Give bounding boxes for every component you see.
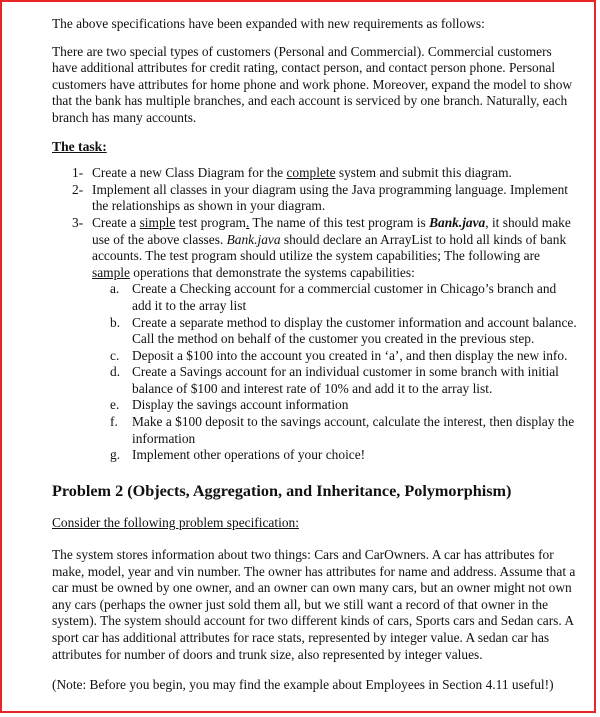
document-content <box>52 16 577 694</box>
sub-item-text: Make a $100 deposit to the savings account, calculate the interest, then display the information <box>132 414 575 446</box>
task-item-1 <box>52 165 577 182</box>
sub-item-letter: c. <box>110 347 120 363</box>
sub-item-text: Implement other operations of your choice! <box>132 447 366 463</box>
task-heading: The task: <box>52 138 107 154</box>
underlined-text: simple <box>139 214 176 230</box>
underlined-text: complete <box>286 165 336 181</box>
sub-item <box>104 315 577 348</box>
sub-item <box>104 281 577 314</box>
underlined-text: sample <box>92 264 130 280</box>
sub-item-text: Create a Checking account for a commercial customer in Chicago’s branch and add it to the array list <box>132 281 557 313</box>
sub-item-text: Create a Savings account for an individual customer in some branch with initial balance of $100 and interest rate of 10% and add it to the array list. <box>132 364 559 396</box>
task-item-text: operations that demonstrate the systems capabilities: <box>129 264 415 280</box>
task-item-number: 2- <box>72 181 84 197</box>
sub-item-letter: b. <box>110 314 121 330</box>
task-item-text: Create a <box>92 214 140 230</box>
task-item-text: Create a new Class Diagram for the <box>92 165 287 181</box>
task-item-3 <box>52 215 577 464</box>
underlined-text: . <box>245 214 250 230</box>
sub-item <box>104 348 577 365</box>
sub-item-text: Deposit a $100 into the account you created in ‘a’, and then display the new info. <box>132 347 568 363</box>
sub-item <box>104 414 577 447</box>
filename-italic: Bank.java <box>226 231 281 247</box>
task-item-2 <box>52 182 577 215</box>
sub-item-letter: f. <box>110 414 118 430</box>
task-item-text: should declare an ArrayList to hold all kinds of bank accounts. The test program should utilize the system capabilities; The following are <box>92 231 567 264</box>
task-item-text: , it should make use of the above classes. <box>92 214 571 247</box>
task-item-text: test program <box>175 214 246 230</box>
intro-text: The above specifications have been expanded with new requirements as follows: <box>52 16 485 31</box>
task-item-text: system and submit this diagram. <box>335 165 512 181</box>
note-text: (Note: Before you begin, you may find the example about Employees in Section 4.11 useful!) <box>52 677 554 693</box>
sub-item-text: Create a separate method to display the customer information and account balance. Call the method on behalf of the customer you created in the previous step. <box>132 314 577 347</box>
sub-item <box>104 397 577 414</box>
consider-heading: Consider the following problem specification: <box>52 515 299 531</box>
sub-item-letter: a. <box>110 281 120 297</box>
task-list <box>52 165 577 464</box>
sub-item <box>104 364 577 397</box>
task-item-number: 1- <box>72 165 84 181</box>
sub-item <box>104 447 577 464</box>
problem-2-heading: Problem 2 (Objects, Aggregation, and Inheritance, Polymorphism) <box>52 481 512 500</box>
operations-sublist <box>92 281 577 464</box>
customer-types-paragraph: There are two special types of customers (Personal and Commercial). Commercial customers have additional attributes for credit rating, contact person, and contact person phone. Personal customers have attributes for home phone and work phone. Moreover, expand the model to show that the bank has multiple branches, and each account is serviced by one branch. Naturally, each branch has many accounts. <box>52 43 573 125</box>
filename-bold-italic: Bank.java <box>429 214 486 230</box>
sub-item-letter: d. <box>110 364 121 380</box>
sub-item-letter: e. <box>110 397 120 413</box>
task-item-text: The name of this test program is <box>249 214 430 230</box>
task-item-text: Implement all classes in your diagram using the Java programming language. Implement the relationships as shown in your diagram. <box>92 181 568 214</box>
sub-item-text: Display the savings account information <box>132 397 349 413</box>
sub-item-letter: g. <box>110 447 121 463</box>
system-description-paragraph: The system stores information about two things: Cars and CarOwners. A car has attributes for make, model, year and vin number. The owner has attributes for name and address. Assume that a car must be owned by one owner, and an owner can own many cars, but an owner might not own any cars (perhaps the owner just sold them all, but we still want a record of that owner in the system). The system should account for two different kinds of cars, Sports cars and Sedan cars. A sport car has additional attributes for race stats, represented by integer value. A sedan car has attributes for number of doors and trunk size, also represented by integer values. <box>52 547 576 662</box>
task-item-number: 3- <box>72 214 84 230</box>
